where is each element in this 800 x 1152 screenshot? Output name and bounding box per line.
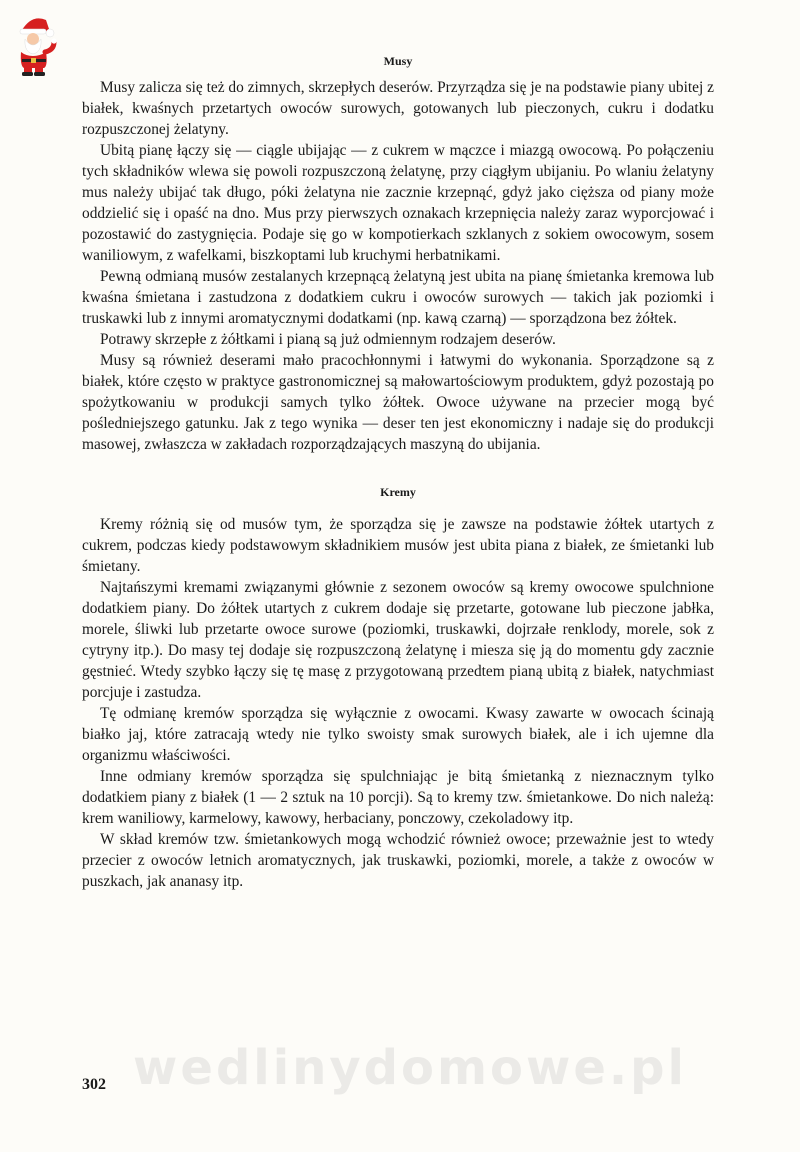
page-number: 302 [82,1076,106,1093]
paragraph: Inne odmiany kremów sporządza się spulchniając je bitą śmietanką z nieznacznym tylko dodatkiem piany z białek (1 — 2 sztuk na 10 porcji). Są to kremy tzw. śmietankowe. Do nich należą: krem waniliowy, karmelowy, kawowy, herbaciany, ponczowy, czekoladowy itp. [82,768,714,827]
section-heading-musy: Musy [383,54,413,68]
paragraph: Tę odmianę kremów sporządza się wyłącznie z owocami. Kwasy zawarte w owocach ścinają białko jaj, które zatracają wtedy nie tylko swoisty smak surowych białek, ale i ich ujemne dla organizmu właściwości. [82,705,714,764]
watermark: wedlinydomowe.pl [133,1040,687,1096]
paragraph: Pewną odmianą musów zestalanych krzepnącą żelatyną jest ubita na pianę śmietanka kremowa lub kwaśna śmietana i zastudzona z dodatkiem cukru i owoców surowych — takich jak poziomki i truskawki lub z innymi aromatycznymi dodatkami (np. kawą czarną) — sporządzona bez żółtek. [82,268,714,327]
section-heading-kremy: Kremy [380,485,416,499]
paragraph: Najtańszymi kremami związanymi głównie z sezonem owoców są kremy owocowe spulchnione dodatkiem piany. Do żółtek utartych z cukrem dodaje się przetarte, gotowane lub pieczone jabłka, morele, śliwki lub przetarte owoce surowe (poziomki, truskawki, dojrzałe renklody, morele, sok z cytryny itp.). Do masy tej dodaje się rozpuszczoną żelatynę i miesza się ją do momentu gdy zacznie gęstnieć. Wtedy szybko łączy się tę masę z przygotowaną przedtem pianą ubitą z białek, natychmiast porcjuje i zastudza. [82,579,714,701]
paragraph: Musy zalicza się też do zimnych, skrzepłych deserów. Przyrządza się je na podstawie piany ubitej z białek, kwaśnych przetartych owoców surowych, gotowanych lub pieczonych, cukru i dodatku rozpuszczonej żelatyny. [82,79,714,138]
paragraph: Musy są również deserami mało pracochłonnymi i łatwymi do wykonania. Sporządzone są z białek, które często w praktyce gastronomicznej są małowartościowym produktem, gdyż pozostają po spożytkowaniu w produkcji samych tylko żółtek. Owoce używane na przecier mogą być pośledniejszego gatunku. Jak z tego wynika — deser ten jest ekonomiczny i nadaje się do produkcji masowej, zwłaszcza w zakładach rozporządzających maszyną do ubijania. [82,352,714,453]
paragraph: Ubitą pianę łączy się — ciągle ubijając — z cukrem w mączce i miazgą owocową. Po połączeniu tych składników wlewa się powoli rozpuszczoną żelatynę, przy ciągłym ubijaniu. Po wlaniu żelatyny mus należy ubijać tak długo, póki żelatyna nie zacznie krzepnąć, gdyż jako cięższa od piany może oddzielić się i opaść na dno. Mus przy pierwszych oznakach krzepnięcia należy zaraz wyporcjować i pozostawić do zastygnięcia. Podaje się go w kompotierkach szklanych z sokiem owocowym, sosem waniliowym, z wafelkami, biszkoptami lub kruchymi herbatnikami. [82,142,714,264]
santa-claus-icon [12,12,58,76]
paragraph: Potrawy skrzepłe z żółtkami i pianą są już odmiennym rodzajem deserów. [100,331,556,348]
paragraph: Kremy różnią się od musów tym, że sporządza się je zawsze na podstawie żółtek utartych z cukrem, podczas kiedy podstawowym składnikiem musów jest ubita piana z białek, ze śmietanki lub śmietany. [82,516,714,575]
paragraph: W skład kremów tzw. śmietankowych mogą wchodzić również owoce; przeważnie jest to wtedy przecier z owoców letnich aromatycznych, jak truskawki, poziomki, morele, a także z owoców w puszkach, jak ananasy itp. [82,831,714,890]
page-content [82,44,714,892]
